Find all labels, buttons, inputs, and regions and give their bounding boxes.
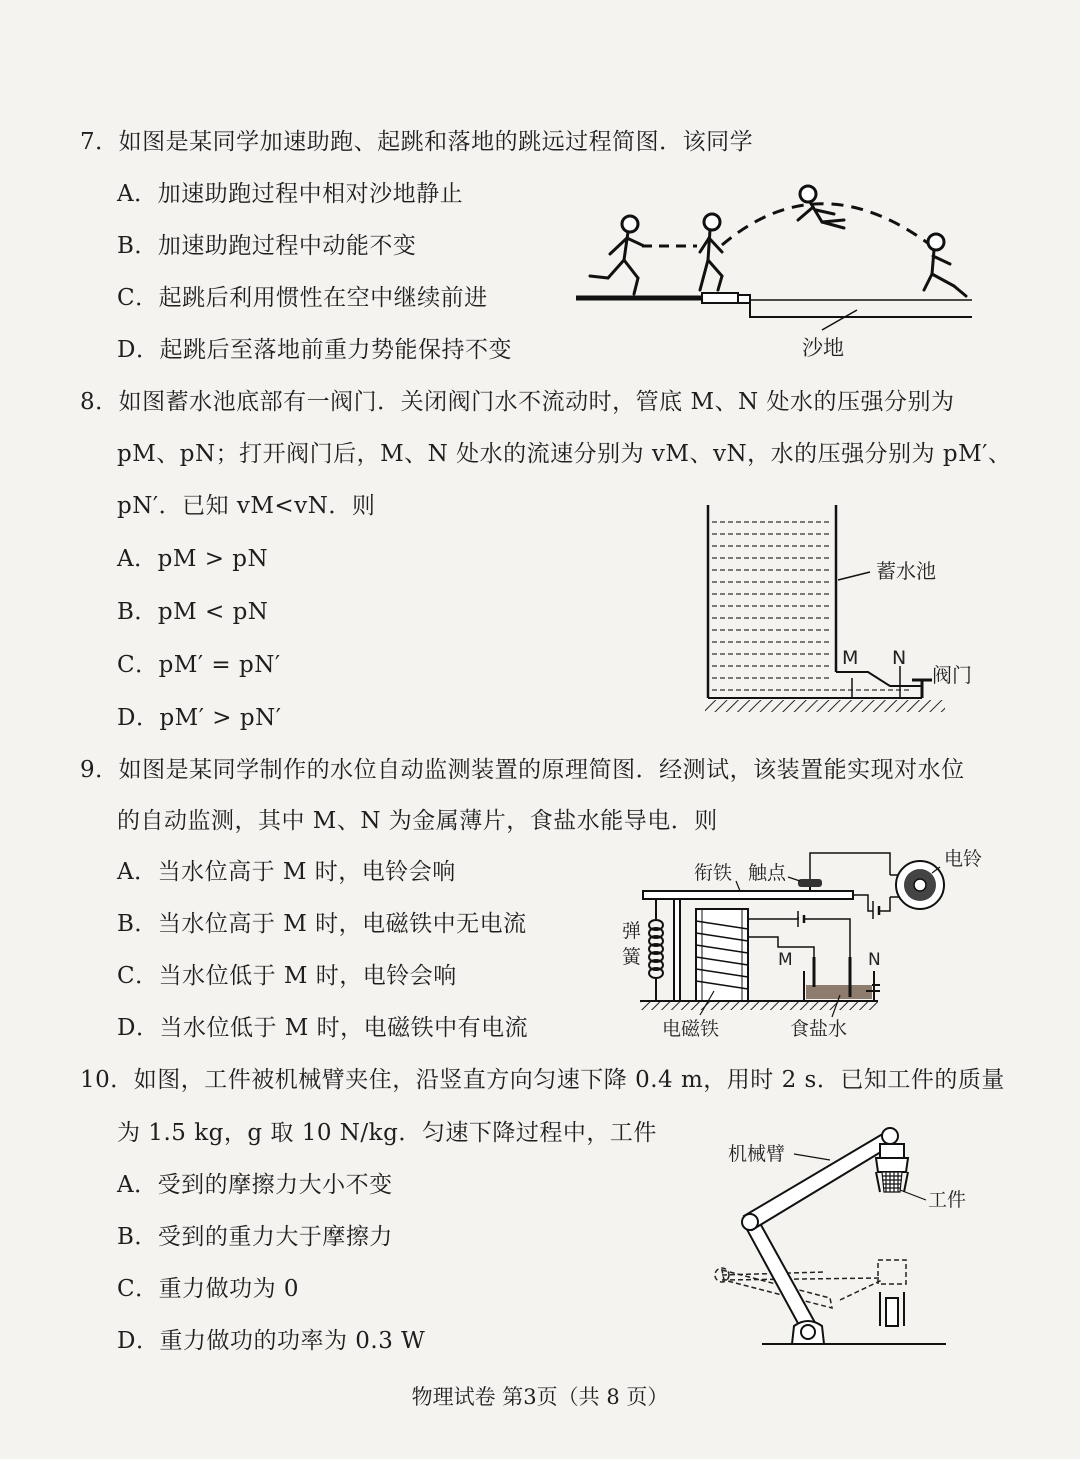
sand-label: 沙地: [802, 336, 844, 360]
contact-label: 触点: [748, 862, 787, 884]
question-9-option-a[interactable]: A．当水位高于 M 时，电铃会响: [117, 859, 456, 885]
question-10-option-d[interactable]: D．重力做功的功率为 0.3 W: [117, 1328, 426, 1354]
question-9-option-c[interactable]: C．当水位低于 M 时，电铃会响: [117, 963, 457, 989]
spring-label-1: 弹: [622, 920, 642, 942]
valve-label: 阀门: [932, 663, 972, 687]
question-10-option-c[interactable]: C．重力做功为 0: [117, 1276, 300, 1302]
question-8-option-b[interactable]: B．pM < pN: [117, 599, 269, 625]
long-jump-figure: [572, 180, 982, 365]
question-7-option-d[interactable]: D．起跳后至落地前重力势能保持不变: [117, 337, 512, 363]
robot-arm-figure: [710, 1120, 967, 1355]
question-10-stem-line1: 10．如图，工件被机械臂夹住，沿竖直方向匀速下降 0.4 m，用时 2 s．已知工件的质量: [80, 1067, 1005, 1093]
question-10-option-b[interactable]: B．受到的重力大于摩擦力: [117, 1224, 393, 1250]
spring-figure: [649, 899, 663, 1001]
question-9-stem-line2: 的自动监测，其中 M、N 为金属薄片，食盐水能导电．则: [117, 808, 718, 834]
water-level-alarm-figure: [618, 845, 998, 1045]
question-7-option-b[interactable]: B．加速助跑过程中动能不变: [117, 233, 417, 259]
page-footer: 物理试卷 第3页（共 8 页）: [411, 1385, 669, 1409]
electromagnet-figure: [696, 909, 748, 1001]
workpiece-icon: [882, 1172, 902, 1192]
bell-icon: [896, 861, 944, 909]
arm-label: 机械臂: [728, 1143, 786, 1165]
question-8-stem-line3: pN′．已知 vM<vN．则: [117, 493, 376, 519]
saltwater-label: 食盐水: [790, 1018, 848, 1040]
question-9-option-b[interactable]: B．当水位高于 M 时，电磁铁中无电流: [117, 911, 527, 937]
bell-label: 电铃: [944, 848, 983, 870]
m-label: M: [842, 647, 859, 669]
takeoff-figure: [700, 214, 722, 290]
runner-figure: [590, 216, 644, 294]
question-7-stem: 7．如图是某同学加速助跑、起跳和落地的跳远过程简图．该同学: [80, 129, 754, 155]
spring-label-2: 簧: [622, 946, 642, 968]
question-8-option-d[interactable]: D．pM′ > pN′: [117, 705, 282, 731]
question-8-stem-line2: pM、pN；打开阀门后，M、N 处水的流速分别为 vM、vN，水的压强分别为 pM′、: [117, 441, 1012, 467]
workpiece-label: 工件: [928, 1189, 967, 1211]
question-9-option-d[interactable]: D．当水位低于 M 时，电磁铁中有电流: [117, 1015, 529, 1041]
question-8-stem-line1: 8．如图蓄水池底部有一阀门．关闭阀门水不流动时，管底 M、N 处水的压强分别为: [80, 389, 955, 415]
electromagnet-label: 电磁铁: [662, 1018, 720, 1040]
n-label: N: [892, 647, 907, 669]
water-tank-figure: [700, 500, 972, 720]
landing-figure: [924, 234, 966, 296]
question-7-option-a[interactable]: A．加速助跑过程中相对沙地静止: [117, 181, 464, 207]
airborne-figure: [798, 186, 844, 228]
question-9-stem-line1: 9．如图是某同学制作的水位自动监测装置的原理简图．经测试，该装置能实现对水位: [80, 757, 965, 783]
m-plate-label: M: [778, 950, 793, 970]
armature-label: 衔铁: [694, 862, 733, 884]
question-8-option-c[interactable]: C．pM′ = pN′: [117, 652, 281, 678]
question-10-option-a[interactable]: A．受到的摩擦力大小不变: [117, 1172, 393, 1198]
question-10-stem-line2: 为 1.5 kg，g 取 10 N/kg．匀速下降过程中，工件: [117, 1120, 657, 1146]
tank-label: 蓄水池: [876, 559, 936, 583]
question-8-option-a[interactable]: A．pM > pN: [117, 546, 269, 572]
question-7-option-c[interactable]: C．起跳后利用惯性在空中继续前进: [117, 285, 488, 311]
n-plate-label: N: [868, 950, 881, 970]
